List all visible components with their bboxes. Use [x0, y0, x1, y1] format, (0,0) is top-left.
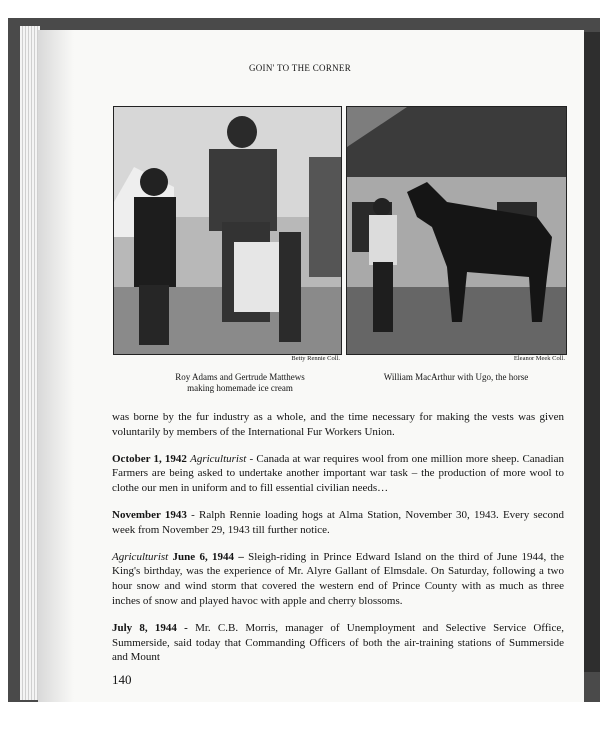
photo-caption-2 [358, 372, 554, 383]
paragraph-1-text: was borne by the fur industry as a whole, and the time necessary for making the vests was given voluntarily by members of the International Fur Workers Union. [112, 411, 564, 438]
paragraph-5 [112, 621, 564, 665]
photo-caption-1 [150, 372, 330, 394]
running-head: GOIN' TO THE CORNER [248, 63, 352, 73]
paragraph-2 [112, 452, 564, 496]
body-text [112, 410, 564, 677]
paragraph-5-text: Mr. C.B. Morris, manager of Unemployment and Selective Service Office, Summerside, said today that Commanding Officers of both the air-training stations of Summerside and Mount [112, 621, 564, 664]
photo-horse [346, 106, 567, 355]
photo-caption-1-line-2: making homemade ice cream [187, 383, 293, 393]
photo-ice-cream-image [114, 107, 341, 354]
book-cover-edge [582, 32, 600, 672]
photo-credit-1: Betty Rennie Coll. [291, 355, 340, 362]
paragraph-3-text: - Ralph Rennie loading hogs at Alma Station, November 30, 1943. Every second week from November 29, 1943 till further notice. [112, 508, 564, 536]
paragraph-4 [112, 550, 564, 609]
photo-credit-2: Eleanor Meek Coll. [513, 355, 565, 362]
photo-ice-cream [113, 106, 342, 355]
paragraph-3-date: November 1943 [112, 508, 187, 521]
photo-caption-2-line-1: William MacArthur with Ugo, the horse [383, 372, 529, 382]
paragraph-4-date: June 6, 1944 – [168, 550, 244, 563]
paragraph-3 [112, 508, 564, 538]
page-number: 140 [112, 672, 132, 687]
page-gutter-shadow [38, 30, 74, 702]
paragraph-2-date: October 1, 1942 [112, 452, 187, 465]
paragraph-4-source: Agriculturist [112, 550, 169, 563]
paragraph-4-text: Sleigh-riding in Prince Edward Island on the third of June 1944, the King's birthday, was the experience of Mr. Alyre Gallant of Elmsdale. On Saturday, following a two hour snow and wind storm that covered the western end of Prince County with as much as three inches of snow and played havoc with apple and cherry blossoms. [112, 550, 565, 607]
photo-horse-image [347, 107, 566, 354]
paragraph-5-date: July 8, 1944 - [112, 621, 188, 634]
page-stack [20, 26, 40, 700]
photo-caption-1-line-1: Roy Adams and Gertrude Matthews [175, 372, 305, 382]
paragraph-1 [112, 410, 564, 440]
paragraph-2-text: - Canada at war requires wool from one million more sheep. Canadian Farmers are being asked to undertake another important war task – the production of more wool to clothe our men in uniform and to fill essential civilian needs… [112, 452, 564, 495]
paragraph-2-source: Agriculturist [190, 452, 247, 465]
